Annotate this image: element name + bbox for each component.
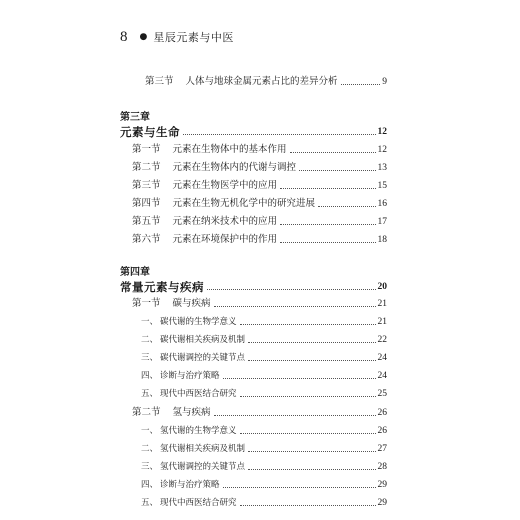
dot-leader xyxy=(214,306,376,307)
dot-leader xyxy=(183,134,376,135)
toc-entry-page: 25 xyxy=(377,389,387,399)
bullet-icon: ● xyxy=(139,32,148,42)
toc-entry-page: 26 xyxy=(377,408,387,418)
chapter-title-entry[interactable] xyxy=(120,279,387,293)
dot-leader xyxy=(280,224,375,225)
toc-entry-number: 三、 xyxy=(141,353,159,363)
dot-leader xyxy=(290,152,376,153)
toc-entry-page: 21 xyxy=(377,317,387,327)
toc-section-entry[interactable] xyxy=(120,232,387,246)
toc-item-entry[interactable] xyxy=(120,368,387,382)
toc-entry-text: 碳与疾病 xyxy=(172,298,211,309)
toc-entry-page: 12 xyxy=(377,127,387,137)
toc-entry-page: 29 xyxy=(377,480,387,490)
toc-entry-number: 一、 xyxy=(141,317,159,327)
dot-leader xyxy=(248,469,375,470)
toc-entry-text: 碳代谢相关疾病及机制 xyxy=(160,335,246,345)
toc-entry-page: 15 xyxy=(377,181,387,191)
toc-entry-text: 元素在生物体中的基本作用 xyxy=(172,144,287,155)
dot-leader xyxy=(341,84,381,85)
toc-entry-number: 第二节 xyxy=(132,407,161,418)
book-title: 星辰元素与中医 xyxy=(153,31,234,44)
dot-leader xyxy=(223,378,376,379)
toc-entry-number: 第三节 xyxy=(145,76,174,87)
toc-entry-text: 诊断与治疗策略 xyxy=(160,371,220,381)
toc-entry-page: 22 xyxy=(377,335,387,345)
toc-entry-number: 五、 xyxy=(141,389,159,399)
toc-entry-text: 碳代谢的生物学意义 xyxy=(160,317,237,327)
chapter-title-entry[interactable] xyxy=(120,124,387,138)
toc-entry-number: 第一节 xyxy=(132,144,161,155)
toc-section-entry[interactable] xyxy=(120,142,387,156)
toc-entry-number: 四、 xyxy=(141,371,159,381)
toc-section-entry[interactable] xyxy=(120,196,387,210)
toc-entry-number: 二、 xyxy=(141,444,159,454)
toc-section-entry[interactable] xyxy=(120,214,387,228)
toc-entry-page: 16 xyxy=(377,199,387,209)
toc-section-entry[interactable] xyxy=(120,178,387,192)
chapter-label: 第三章 xyxy=(120,112,150,123)
toc-entry-page: 20 xyxy=(377,282,387,292)
dot-leader xyxy=(214,415,376,416)
toc-item-entry[interactable] xyxy=(120,314,387,328)
toc-entry-page: 29 xyxy=(377,498,387,508)
dot-leader xyxy=(240,433,376,434)
toc-section-entry[interactable] xyxy=(120,405,387,419)
page-number: 8 xyxy=(120,28,128,45)
toc-entry-text: 氢代谢调控的关键节点 xyxy=(160,462,246,472)
toc-entry-number: 五、 xyxy=(141,498,159,508)
toc-entry-page: 24 xyxy=(377,353,387,363)
toc-entry[interactable] xyxy=(120,74,387,88)
toc-entry-page: 21 xyxy=(377,299,387,309)
toc-entry-number: 第五节 xyxy=(132,216,161,227)
toc-entry-page: 27 xyxy=(377,444,387,454)
toc-entry-number: 四、 xyxy=(141,480,159,490)
toc-entry-page: 26 xyxy=(377,426,387,436)
toc-section-entry[interactable] xyxy=(120,296,387,310)
dot-leader xyxy=(223,487,376,488)
toc-entry-text: 元素在环境保护中的作用 xyxy=(172,234,278,245)
toc-entry-number: 一、 xyxy=(141,426,159,436)
toc-item-entry[interactable] xyxy=(120,441,387,455)
dot-leader xyxy=(248,360,375,361)
dot-leader xyxy=(240,505,376,506)
toc-entry-text: 元素在生物无机化学中的研究进展 xyxy=(172,198,316,209)
toc-entry-text: 现代中西医结合研究 xyxy=(160,389,237,399)
toc-entry-text: 诊断与治疗策略 xyxy=(160,480,220,490)
toc-entry-page: 18 xyxy=(377,235,387,245)
toc-section-entry[interactable] xyxy=(120,160,387,174)
toc-entry-page: 24 xyxy=(377,371,387,381)
toc-entry-text: 氢与疾病 xyxy=(172,407,211,418)
toc-item-entry[interactable] xyxy=(120,423,387,437)
toc-entry-text: 元素在生物体内的代谢与调控 xyxy=(172,162,297,173)
toc-entry-number: 三、 xyxy=(141,462,159,472)
chapter-title: 元素与生命 xyxy=(120,125,180,139)
toc-entry-page: 12 xyxy=(377,145,387,155)
dot-leader xyxy=(248,451,375,452)
toc-entry-text: 氢代谢相关疾病及机制 xyxy=(160,444,246,454)
dot-leader xyxy=(207,289,376,290)
toc-item-entry[interactable] xyxy=(120,495,387,509)
toc-entry-text: 元素在生物医学中的应用 xyxy=(172,180,278,191)
toc-item-entry[interactable] xyxy=(120,477,387,491)
toc-entry-page: 17 xyxy=(377,217,387,227)
dot-leader xyxy=(318,206,375,207)
dot-leader xyxy=(240,324,376,325)
toc-entry-text: 人体与地球金属元素占比的差异分析 xyxy=(185,76,338,87)
chapter-title: 常量元素与疾病 xyxy=(120,280,204,294)
toc-entry-number: 第六节 xyxy=(132,234,161,245)
toc-entry-number: 二、 xyxy=(141,335,159,345)
dot-leader xyxy=(240,396,376,397)
toc-entry-page: 13 xyxy=(377,163,387,173)
toc-item-entry[interactable] xyxy=(120,350,387,364)
toc-entry-number: 第三节 xyxy=(132,180,161,191)
toc-entry-number: 第二节 xyxy=(132,162,161,173)
dot-leader xyxy=(299,170,375,171)
toc-entry-text: 碳代谢调控的关键节点 xyxy=(160,353,246,363)
toc-entry-page: 28 xyxy=(377,462,387,472)
toc-item-entry[interactable] xyxy=(120,332,387,346)
dot-leader xyxy=(280,242,375,243)
dot-leader xyxy=(248,342,375,343)
toc-item-entry[interactable] xyxy=(120,459,387,473)
toc-entry-text: 现代中西医结合研究 xyxy=(160,498,237,508)
toc-entry-text: 元素在纳米技术中的应用 xyxy=(172,216,278,227)
toc-entry-text: 氢代谢的生物学意义 xyxy=(160,426,237,436)
toc-entry-number: 第一节 xyxy=(132,298,161,309)
dot-leader xyxy=(280,188,375,189)
toc-entry-number: 第四节 xyxy=(132,198,161,209)
chapter-label: 第四章 xyxy=(120,267,150,278)
toc-entry-page: 9 xyxy=(382,77,387,87)
toc-item-entry[interactable] xyxy=(120,386,387,400)
